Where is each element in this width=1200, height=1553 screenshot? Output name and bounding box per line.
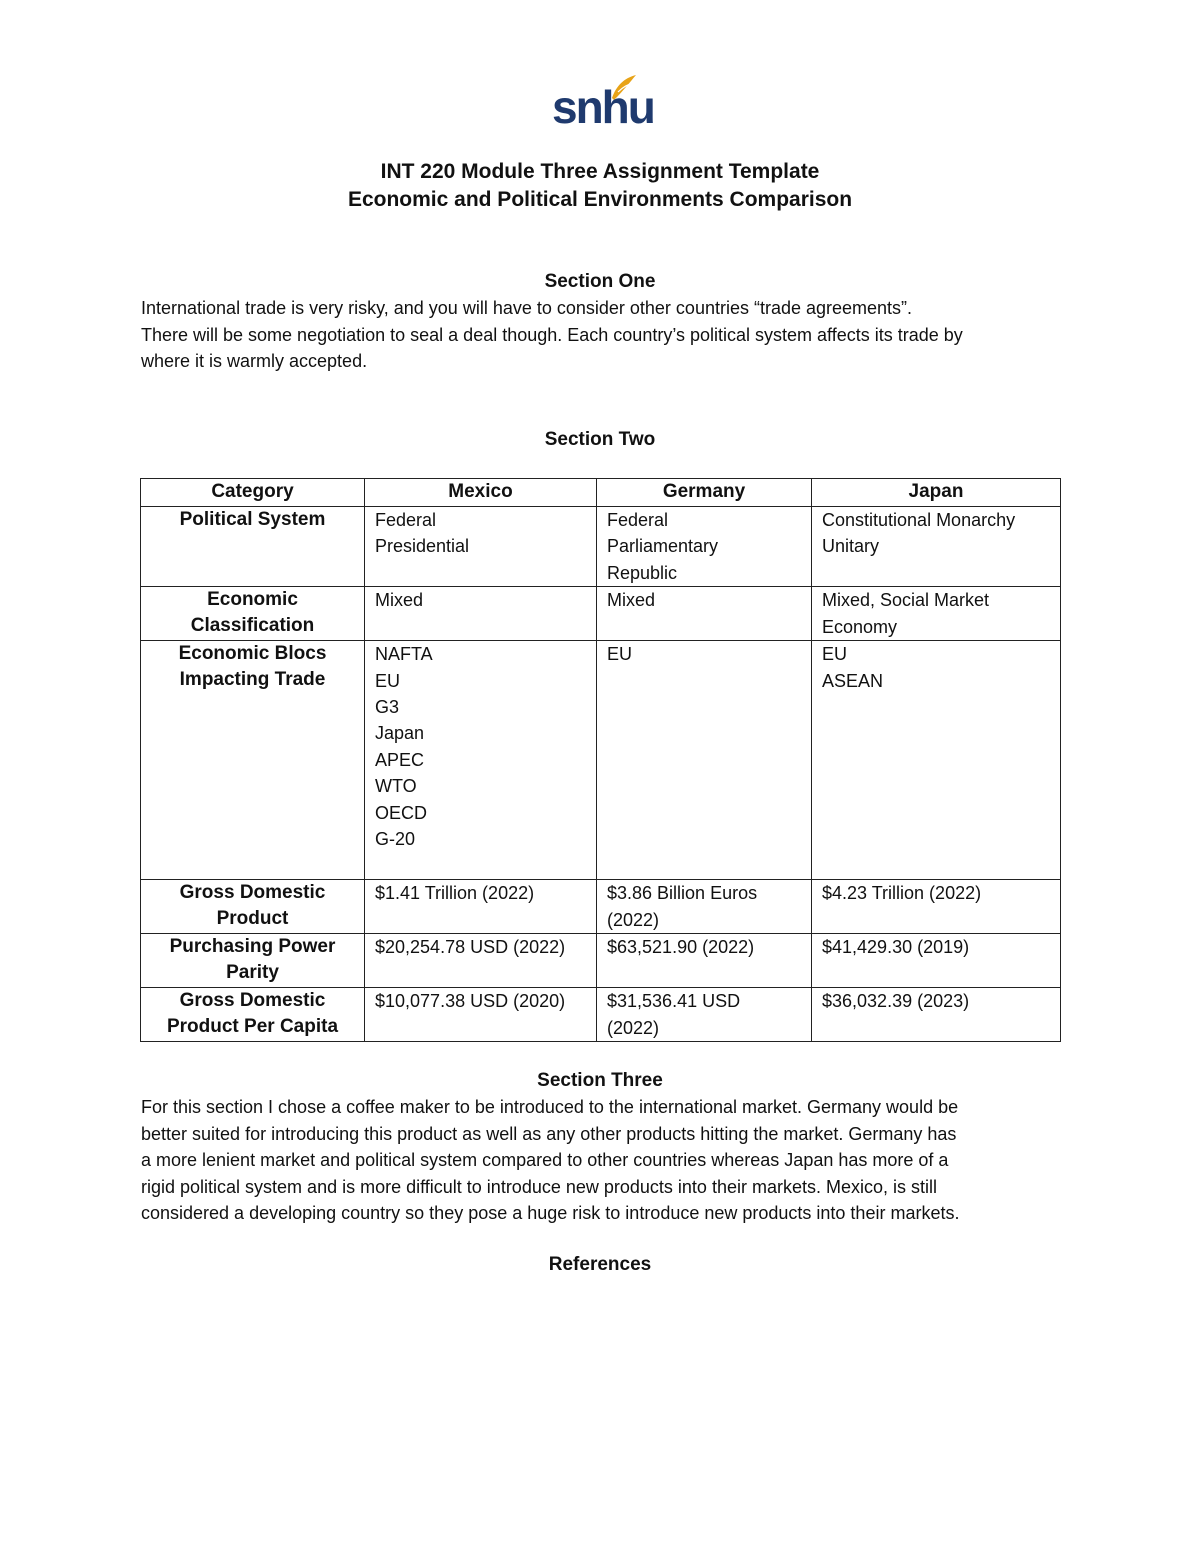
- cell-text: Japan: [375, 723, 425, 744]
- category-text: Purchasing Power: [169, 936, 336, 958]
- cell-text: $63,521.90 (2022): [607, 937, 755, 958]
- category-text: Parity: [226, 961, 279, 983]
- cell-text: $3.86 Billion Euros: [607, 883, 758, 904]
- cell-japan: [812, 988, 1061, 1042]
- cell-text: EU: [822, 644, 848, 665]
- section-three-line: For this section I chose a coffee maker to be introduced to the international market. Germany would be: [141, 1097, 959, 1117]
- section-three-line: a more lenient market and political system compared to other countries whereas Japan has more of a: [141, 1150, 949, 1171]
- comparison-table-wrapper: [140, 478, 1060, 1042]
- table-row: [141, 988, 1061, 1042]
- cell-text: (2022): [607, 909, 660, 930]
- section-one-line: International trade is very risky, and you will have to consider other countries “trade agreements”.: [141, 298, 913, 318]
- cell-text: Mixed: [375, 590, 424, 611]
- cell-text: Presidential: [375, 536, 470, 557]
- header-category: Category: [141, 479, 365, 507]
- table-header-row: [141, 479, 1061, 507]
- cell-text: Mixed, Social Market: [822, 590, 990, 611]
- cell-text: Economy: [822, 616, 898, 637]
- category-text: Economic: [207, 589, 298, 611]
- cell-text: $1.41 Trillion (2022): [375, 883, 535, 904]
- section-one-line: where it is warmly accepted.: [141, 351, 368, 372]
- cell-japan: [812, 641, 1061, 880]
- cell-text: WTO: [375, 776, 417, 797]
- logo-wordmark: snhu: [552, 81, 654, 133]
- section-three-heading: Section Three: [537, 1070, 663, 1091]
- cell-text: NAFTA: [375, 644, 433, 665]
- category-text: Economic Blocs: [178, 643, 327, 665]
- section-three-paragraph: [141, 1094, 1061, 1227]
- cell-germany: [597, 507, 812, 587]
- cell-text: Unitary: [822, 536, 880, 557]
- cell-text: $31,536.41 USD: [607, 991, 741, 1012]
- cell-text: (2022): [607, 1017, 660, 1038]
- row-category: [141, 507, 365, 587]
- row-category: [141, 880, 365, 934]
- cell-germany: [597, 934, 812, 988]
- row-category: [141, 988, 365, 1042]
- cell-text: $10,077.38 USD (2020): [375, 991, 566, 1012]
- cell-text: $41,429.30 (2019): [822, 937, 970, 958]
- cell-text: EU: [375, 670, 401, 691]
- cell-text: $20,254.78 USD (2022): [375, 937, 566, 958]
- cell-mexico: [365, 934, 597, 988]
- cell-text: Federal: [607, 510, 669, 530]
- table-row: [141, 587, 1061, 641]
- cell-mexico: [365, 507, 597, 587]
- cell-mexico: [365, 988, 597, 1042]
- cell-text: APEC: [375, 749, 425, 770]
- cell-germany: [597, 641, 812, 880]
- cell-japan: [812, 587, 1061, 641]
- table-row: [141, 641, 1061, 880]
- row-category: [141, 641, 365, 880]
- cell-text: $4.23 Trillion (2022): [822, 883, 982, 904]
- header-japan: Japan: [812, 479, 1061, 507]
- cell-mexico: [365, 880, 597, 934]
- category-text: Political System: [179, 509, 326, 530]
- cell-text: Parliamentary: [607, 536, 719, 557]
- cell-text: Federal: [375, 510, 437, 530]
- cell-text: Mixed: [607, 590, 656, 611]
- table-row: [141, 507, 1061, 587]
- category-text: Product: [216, 907, 289, 929]
- cell-text: Constitutional Monarchy: [822, 510, 1016, 530]
- row-category: [141, 934, 365, 988]
- cell-germany: [597, 880, 812, 934]
- section-two-heading: Section Two: [544, 429, 656, 450]
- cell-text: EU: [607, 644, 633, 665]
- category-text: Impacting Trade: [179, 668, 326, 690]
- comparison-table: [140, 478, 1061, 1042]
- section-one-paragraph: [141, 295, 1061, 375]
- row-category: [141, 587, 365, 641]
- section-three-line: better suited for introducing this product as well as any other products hitting the market. Germany has: [141, 1123, 957, 1144]
- title-line-1: INT 220 Module Three Assignment Template: [380, 160, 820, 183]
- cell-japan: [812, 507, 1061, 587]
- section-three-line: considered a developing country so they pose a huge risk to introduce new products into their markets.: [141, 1203, 960, 1224]
- category-text: Gross Domestic: [179, 990, 326, 1012]
- cell-germany: [597, 988, 812, 1042]
- cell-mexico: [365, 641, 597, 880]
- references-heading: References: [548, 1254, 652, 1275]
- cell-text: $36,032.39 (2023): [822, 991, 970, 1012]
- category-text: Classification: [190, 614, 315, 636]
- table-row: [141, 880, 1061, 934]
- cell-germany: [597, 587, 812, 641]
- section-one-heading: Section One: [544, 271, 656, 292]
- cell-text: OECD: [375, 802, 428, 823]
- header-mexico: Mexico: [365, 479, 597, 507]
- cell-text: G-20: [375, 829, 416, 850]
- section-three-line: rigid political system and is more difficult to introduce new products into their markets. Mexico, is still: [141, 1176, 937, 1197]
- table-row: [141, 934, 1061, 988]
- section-one-line: There will be some negotiation to seal a deal though. Each country’s political system affects its trade by: [141, 324, 963, 345]
- cell-japan: [812, 880, 1061, 934]
- cell-mexico: [365, 587, 597, 641]
- title-line-2: Economic and Political Environments Comparison: [347, 188, 853, 211]
- cell-text: ASEAN: [822, 670, 884, 691]
- snhu-logo: [552, 72, 654, 136]
- cell-text: Republic: [607, 562, 678, 583]
- category-text: Product Per Capita: [166, 1015, 339, 1037]
- document-title: [140, 158, 1060, 214]
- cell-japan: [812, 934, 1061, 988]
- header-germany: Germany: [597, 479, 812, 507]
- cell-text: G3: [375, 697, 400, 718]
- category-text: Gross Domestic: [179, 882, 326, 904]
